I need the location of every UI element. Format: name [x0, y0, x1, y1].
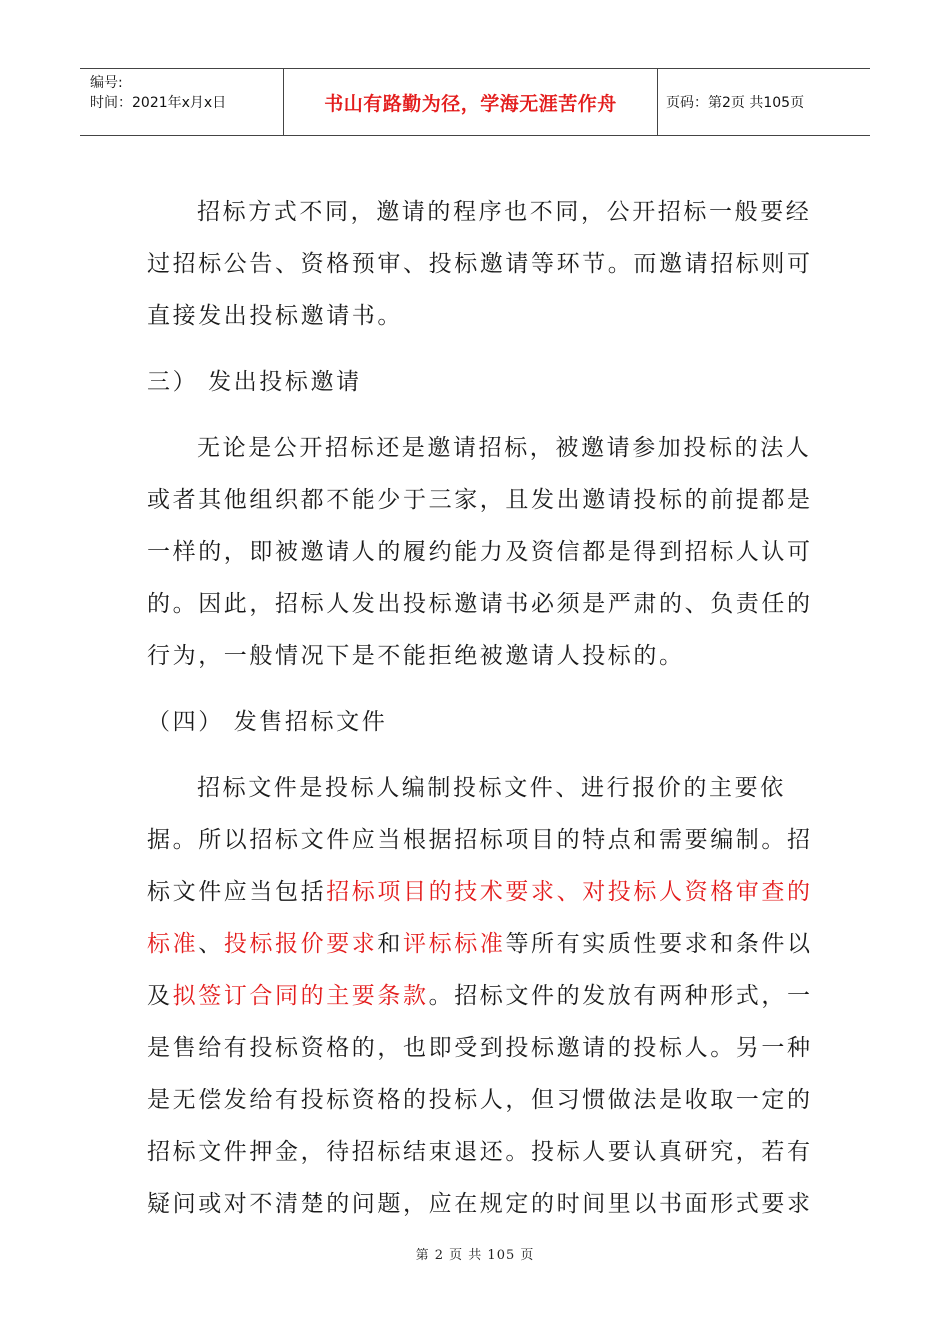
text-run: 等所有实质性要求和条件以	[505, 931, 813, 957]
paragraph-line	[147, 866, 812, 918]
paragraph-line: 或者其他组织都不能少于三家，且发出邀请投标的前提都是	[147, 487, 813, 513]
highlighted-text: 拟签订合同的主要条款	[172, 983, 429, 1009]
paragraph-line: 过招标公告、资格预审、投标邀请等环节。而邀请招标则可	[147, 251, 813, 277]
paragraph-line: 是售给有投标资格的，也即受到投标邀请的投标人。另一种	[147, 1035, 813, 1061]
paragraph-line: 直接发出投标邀请书。	[147, 303, 403, 329]
paragraph-line: 招标文件押金，待招标结束退还。投标人要认真研究，若有	[147, 1139, 813, 1165]
section-heading-4: （四） 发售招标文件	[147, 709, 388, 735]
text-run: 。招标文件的发放有两种形式，一	[428, 983, 813, 1009]
section-heading-3: 三） 发出投标邀请	[147, 369, 362, 395]
document-number-label: 编号:	[90, 75, 123, 91]
paragraph-line: 疑问或对不清楚的问题，应在规定的时间里以书面形式要求	[147, 1191, 813, 1217]
text-run: 和	[377, 931, 404, 957]
paragraph-line	[147, 970, 812, 1022]
text-run: 、	[198, 931, 224, 957]
paragraph-line: 招标文件是投标人编制投标文件、进行报价的主要依	[197, 775, 786, 801]
highlighted-text: 投标报价要求	[223, 931, 378, 957]
header-page-info: 页码：第2页 共105页	[666, 95, 805, 111]
text-run: 标文件应当包括	[147, 879, 327, 905]
highlighted-text: 标准	[147, 931, 199, 957]
paragraph-line	[147, 918, 812, 970]
highlighted-text: 招标项目的技术要求、对投标人资格审查的	[326, 879, 813, 905]
page-footer: 第 2 页 共 105 页	[415, 1248, 535, 1263]
document-time-label: 时间：2021年x月x日	[90, 95, 227, 111]
paragraph-line: 的。因此，招标人发出投标邀请书必须是严肃的、负责任的	[147, 591, 813, 617]
header-meta	[80, 69, 283, 135]
text-run: 及	[147, 983, 173, 1009]
paragraph-line: 据。所以招标文件应当根据招标项目的特点和需要编制。招	[147, 827, 813, 853]
paragraph-line: 行为，一般情况下是不能拒绝被邀请人投标的。	[147, 643, 685, 669]
paragraph-line: 一样的，即被邀请人的履约能力及资信都是得到招标人认可	[147, 539, 813, 565]
document-body	[147, 186, 812, 1230]
paragraph-line: 招标方式不同，邀请的程序也不同，公开招标一般要经	[197, 199, 812, 225]
paragraph-line: 无论是公开招标还是邀请招标，被邀请参加投标的法人	[197, 435, 812, 461]
page-header	[80, 68, 870, 136]
header-motto: 书山有路勤为径，学海无涯苦作舟	[283, 69, 658, 135]
highlighted-text: 评标标准	[403, 931, 506, 957]
paragraph-line: 是无偿发给有投标资格的投标人，但习惯做法是收取一定的	[147, 1087, 813, 1113]
